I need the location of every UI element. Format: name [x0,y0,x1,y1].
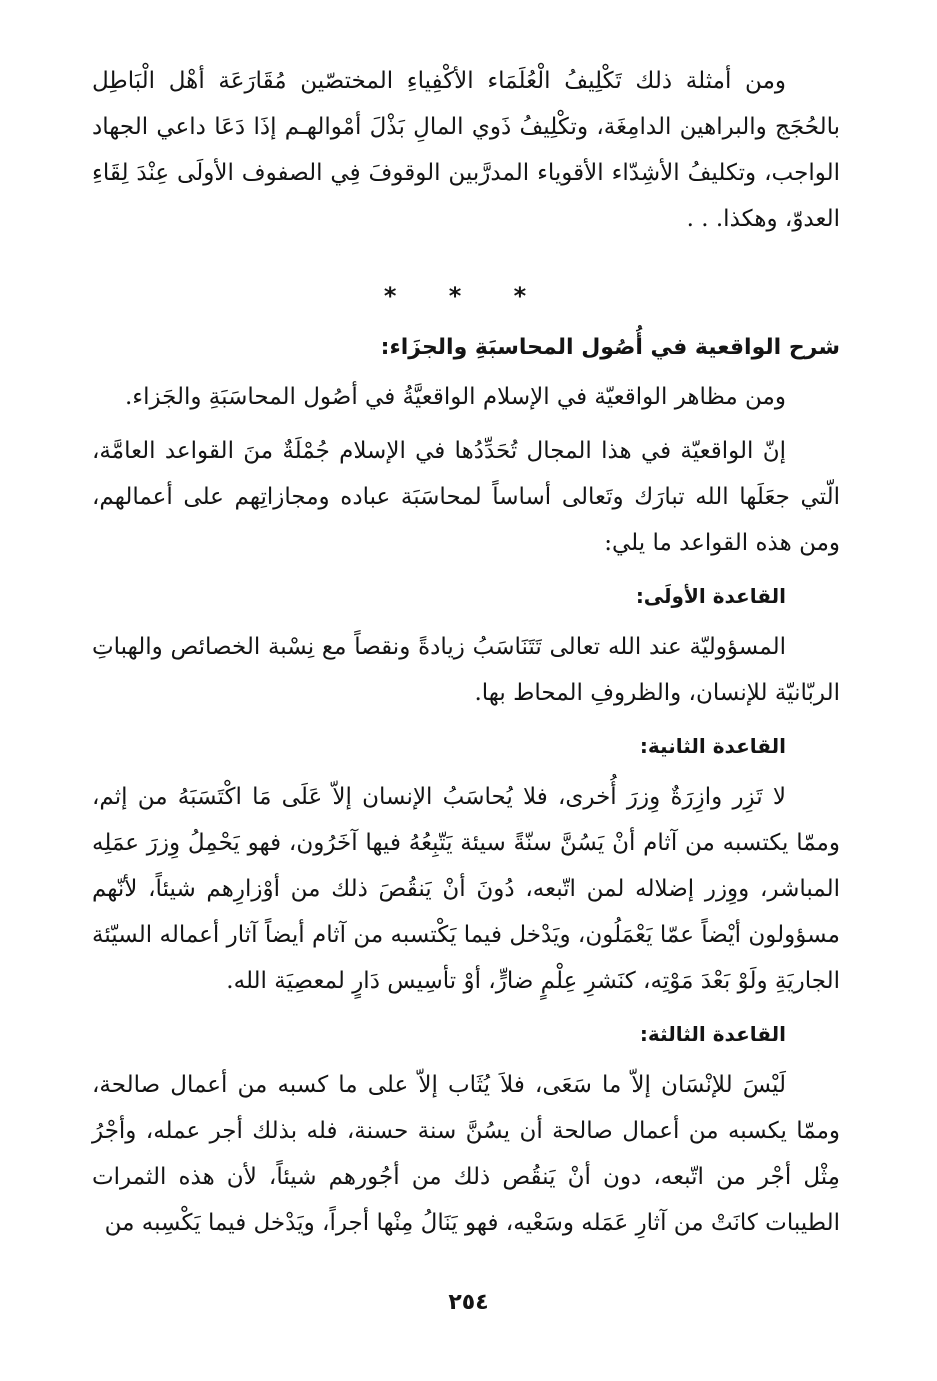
rule-3-heading: القاعدة الثالثة: [639,1022,786,1046]
section-paragraph-1: ومن مظاهر الواقعيّة في الإسلام الواقعيَّةُ في أصُول المحاسَبَةِ والجَزاء. [124,384,786,410]
section-heading: شرح الواقعية في أُصُول المحاسبَةِ والجزَاء: [380,335,840,360]
page-body [92,58,840,1246]
section-separator: * * * [383,282,549,310]
rule-3-text: لَيْسَ للإنْسَان إلاّ ما سَعَى، فلاَ يُثَاب إلاّ على ما كسبه من أعمال صالحة، وممّا يكسبه من أعمال صالحة أن يسُنَّ سنة حسنة، فله بذلك أجر عمله، وأجْرُ مِثْل أجْر من اتّبعه، دون أنْ يَنقُص ذلك من أجُورهم شيئاً، لأن هذه الثمرات الطيبات كانَتْ من آثارِ عَمَله وسَعْيه، فهو يَنَالُ مِنْها أجراً، ويَدْخل فيما يَكْسِبه من [92,1072,840,1236]
rule-2-heading: القاعدة الثانية: [639,734,786,758]
intro-paragraph: ومن أمثلة ذلك تَكْلِيفُ الْعُلَمَاء الأكْفِياءِ المختصّين مُقَارَعَة أهْل الْبَاطِل بالحُجَج والبراهين الدامِغَة، وتكْلِيفُ ذَوي المالِ بَذْلَ أمْوالهـم إذَا دَعَا داعي الجهاد الواجب، وتكليفُ الأشِدّاء الأقوياء المدرَّبين الوقوفَ فِي الصفوف الأولَى عِنْدَ لِقَاءِ العدوّ، وهكذا. . . [92,68,840,232]
rule-1-text: المسؤوليّة عند الله تعالى تَتَنَاسَبُ زيادةً ونقصاً مع نِسْبة الخصائص والهباتِ الربّانيّة للإنسان، والظروفِ المحاط بها. [92,634,840,706]
rule-1-heading: القاعدة الأولَى: [635,584,786,608]
section-paragraph-2: إنّ الواقعيّة في هذا المجال تُحَدِّدُها في الإسلام جُمْلَةٌ منَ القواعد العامَّة، الّتي جعَلَها الله تبارَك وتَعالى أساساً لمحاسَبَة عباده ومجازاتِهم على أعمالهم، ومن هذه القواعد ما يلي: [92,438,840,556]
page-number: ٢٥٤ [448,1290,489,1315]
paragraph-gap [92,420,840,428]
rule-2-text: لا تَزِر وازِرَةٌ وِزرَ أُخرى، فلا يُحاسَبُ الإنسان إلاّ عَلَى مَا اكْتَسَبَهُ من إثم، وممّا يكتسبه من آثام أنْ يَسُنَّ سنّةً سيئة يَتّبِعُهُ فيها آخَرُون، فهو يَحْمِلُ وِزرَ عمَلِه المباشر، ووِزر إضلاله لمن اتّبعه، دُونَ أنْ يَنقُصَ ذلك من أوْزارِهم شيئاً، لأنّهم مسؤولون أيْضاً عمّا يَعْمَلُون، ويَدْخل فيما يَكْتسبه من آثام أيضاً آثار أعماله السيّئة الجاريَةِ ولَوْ بَعْدَ مَوْتِه، كنَشرِ عِلْمٍ ضارٍّ، أوْ تأسِيس دَارٍ لمعصِيَة الله. [92,784,840,994]
